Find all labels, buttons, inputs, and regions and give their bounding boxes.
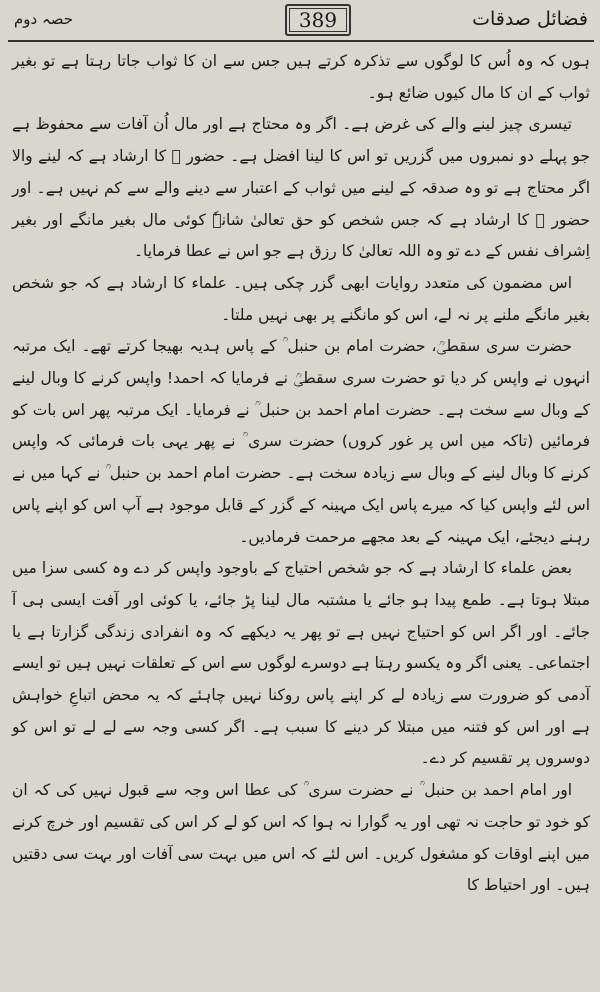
paragraph: بعض علماء کا ارشاد ہے کہ جو شخص احتیاج کے باوجود واپس کر دے وہ کسی سزا میں مبتلا ہوتا ہے۔ طمع پیدا ہو جائے یا مشتبہ مال لینا پڑ جائے، یا کوئی اور آفت ایسی ہی آ جائے۔ اور اگر اس کو احتیاج نہیں ہے تو پھر یہ دیکھے کہ وہ انفرادی زندگی گزارتا ہے یا اجتماعی۔ یعنی اگر وہ یکسو رہتا ہے دوسرے لوگوں سے اس کے تعلقات نہیں ہیں تو ایسے آدمی کو ضرورت سے زیادہ لے کر اپنے پاس روکنا نہیں چاہئے کہ یہ محض اتباعِ خواہش ہے اور اس کو فتنہ میں مبتلا کر دینے کا سبب ہے۔ اگر کسی وجہ سے لے لے تو اس کو دوسروں پر تقسیم کر دے۔ xyxy=(12,559,590,768)
paragraph: حضرت سری سقطیؒ، حضرت امام بن حنبل ؒ کے پاس ہدیہ بھیجا کرتے تھے۔ ایک مرتبہ انہوں نے واپس کر دیا تو حضرت سری سقطیؒ نے فرمایا کہ احمد! واپس کرنے کا وبال لینے کے وبال سے سخت ہے۔ حضرت امام احمد بن حنبل ؒ نے فرمایا۔ ایک مرتبہ پھر اس بات کو فرمائیں (تاکہ میں اس پر غور کروں) حضرت سری ؒ نے پھر یہی بات فرمائی کہ واپس کرنے کا وبال لینے کے وبال سے زیادہ سخت ہے۔ حضرت امام احمد بن حنبل ؒ نے کہا میں نے اس لئے واپس کیا کہ میرے پاس ایک مہینہ کے گزر کے قابل موجود ہے آپ اس کو اپنے پاس رہنے دیجئے، ایک مہینہ کے بعد مجھے مرحمت فرمادیں۔ xyxy=(12,337,590,546)
paragraph: اور امام احمد بن حنبل ؒ نے حضرت سری ؒ کی عطا اس وجہ سے قبول نہیں کی کہ ان کو خود تو حاجت نہ تھی اور یہ گوارا نہ ہوا کہ اس کو لے کر اس کی تقسیم اور خرچ کرنے میں اپنے اوقات کو مشغول کریں۔ اس لئے کہ اس میں بہت سی آفات اور بہت سی دقتیں ہیں۔ اور احتیاط کا xyxy=(12,781,590,895)
body-text xyxy=(12,46,590,902)
paragraph: اس مضمون کی متعدد روایات ابھی گزر چکی ہیں۔ علماء کا ارشاد ہے کہ جو شخص بغیر مانگے ملنے پر نہ لے، اس کو مانگنے پر بھی نہیں ملتا۔ xyxy=(12,273,590,324)
page-number: 389 xyxy=(285,4,351,36)
paragraph: ہوں کہ وہ اُس کا لوگوں سے تذکرہ کرتے ہیں جس سے ان کا ثواب جاتا رہتا ہے تو بغیر ثواب کے ان کا مال کیوں ضائع ہو۔ xyxy=(12,52,590,102)
page-header xyxy=(0,0,600,40)
part-label: حصہ دوم xyxy=(14,10,74,28)
header-divider xyxy=(8,40,594,42)
book-title: فضائل صدقات xyxy=(472,8,588,30)
paragraph: تیسری چیز لینے والے کی غرض ہے۔ اگر وہ محتاج ہے اور مال اُن آفات سے محفوظ ہے جو پہلے دو نمبروں میں گزریں تو اس کا لینا افضل ہے۔ حضور ﷺ کا ارشاد ہے کہ لینے والا اگر محتاج ہے تو وہ صدقہ کے لینے میں ثواب کے اعتبار سے دینے والے سے کم نہیں ہے۔ اور حضور ﷺ کا ارشاد ہے کہ جس شخص کو حق تعالیٰ شانہٗ کوئی مال بغیر مانگے اور بغیر اِشراف نفس کے دے تو وہ اللہ تعالیٰ کا رزق ہے جو اس نے عطا فرمایا۔ xyxy=(12,115,590,261)
